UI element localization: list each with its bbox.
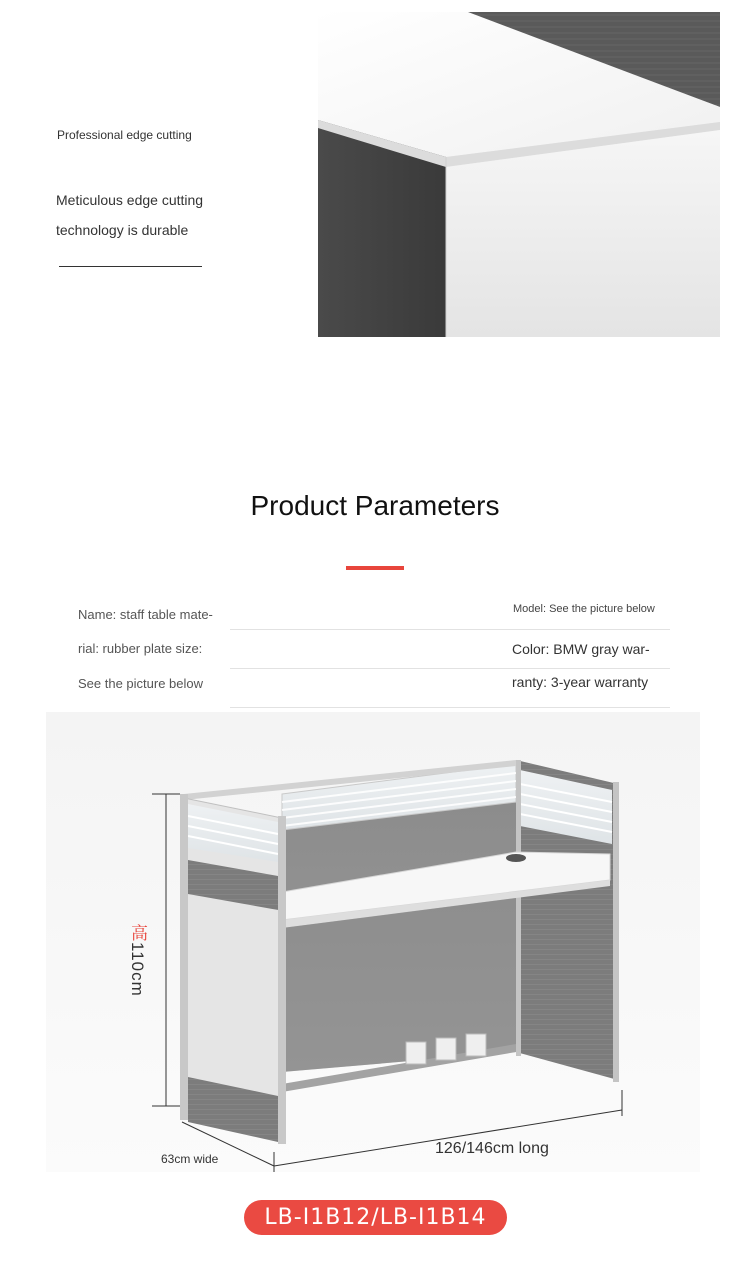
- param-divider-2: [230, 668, 670, 669]
- height-char: 高: [128, 924, 147, 942]
- length-dimension-label: 126/146cm long: [435, 1140, 549, 1157]
- model-badge: LB-I1B12/LB-I1B14: [244, 1200, 507, 1235]
- parameters-heading: Product Parameters: [250, 490, 500, 521]
- feature-description: [56, 185, 276, 245]
- edge-detail-photo: [318, 12, 720, 337]
- feature-small-title: Professional edge cutting: [57, 128, 192, 142]
- feature-description-line2: technology is durable: [56, 222, 189, 238]
- param-left-line1: Name: staff table mate-: [78, 607, 213, 622]
- param-divider-1: [230, 629, 670, 630]
- heading-accent-bar: [346, 566, 404, 570]
- height-dimension-label: [125, 924, 150, 997]
- param-right-line1: Color: BMW gray war-: [512, 641, 650, 657]
- param-divider-3: [230, 707, 670, 708]
- param-left-line3: See the picture below: [78, 676, 204, 691]
- param-model: Model: See the picture below: [513, 603, 655, 615]
- feature-description-line1: Meticulous edge cutting: [56, 192, 204, 208]
- feature-divider: [59, 266, 202, 267]
- width-dimension-label: 63cm wide: [161, 1152, 219, 1166]
- edge-detail-illustration: [318, 12, 720, 337]
- param-left-line2: rial: rubber plate size:: [78, 641, 203, 656]
- param-right-line2: ranty: 3-year warranty: [512, 674, 649, 690]
- height-value: 110cm: [128, 942, 147, 997]
